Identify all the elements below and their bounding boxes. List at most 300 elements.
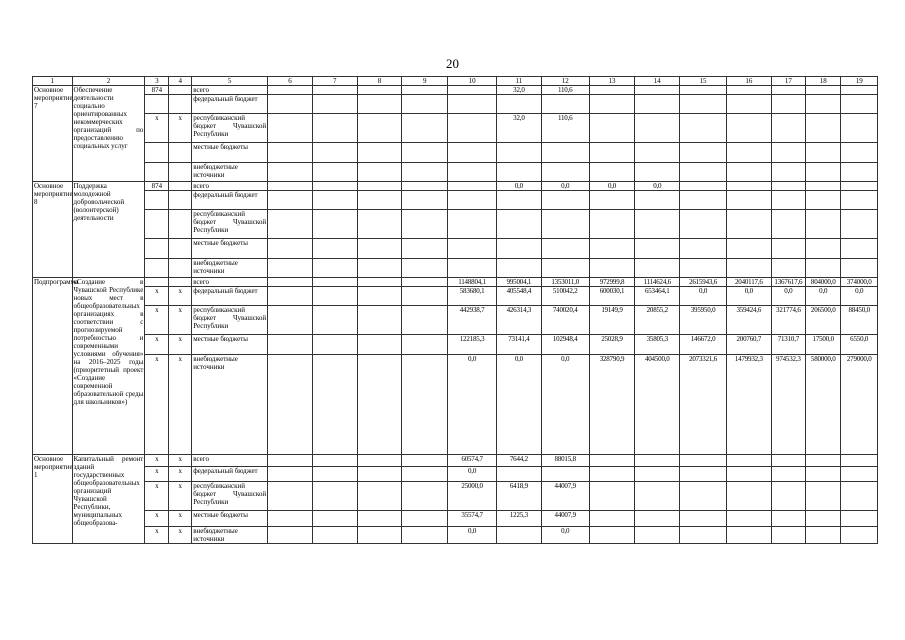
funding-source: местные бюджеты bbox=[192, 239, 268, 259]
funding-source: федеральный бюджет bbox=[192, 191, 268, 210]
value-cell-col-14: 653464,1 bbox=[635, 287, 680, 306]
value-cell-col-17 bbox=[771, 163, 805, 182]
value-cell-col-10 bbox=[448, 239, 497, 259]
col-3-cell: 874 bbox=[145, 182, 169, 191]
value-cell-col-6 bbox=[268, 355, 313, 455]
column-number-5: 5 bbox=[192, 77, 268, 86]
value-cell-col-10: 0,0 bbox=[448, 527, 497, 544]
value-cell-col-9 bbox=[402, 335, 448, 355]
value-cell-col-17 bbox=[771, 182, 805, 191]
value-cell-col-11 bbox=[497, 143, 542, 163]
col-3-cell bbox=[145, 143, 169, 163]
value-cell-col-7 bbox=[312, 239, 357, 259]
value-cell-col-13 bbox=[589, 455, 635, 467]
value-cell-col-8 bbox=[357, 335, 402, 355]
value-cell-col-15 bbox=[680, 143, 727, 163]
value-cell-col-7 bbox=[312, 163, 357, 182]
value-cell-col-8 bbox=[357, 86, 402, 95]
value-cell-col-10: 1148804,1 bbox=[448, 278, 497, 287]
col-3-cell: x bbox=[145, 287, 169, 306]
value-cell-col-7 bbox=[312, 511, 357, 527]
value-cell-col-14 bbox=[635, 259, 680, 278]
col-4-cell: x bbox=[169, 335, 192, 355]
value-cell-col-10 bbox=[448, 86, 497, 95]
value-cell-col-13 bbox=[589, 259, 635, 278]
value-cell-col-15 bbox=[680, 527, 727, 544]
value-cell-col-18 bbox=[806, 467, 841, 482]
value-cell-col-15 bbox=[680, 210, 727, 239]
value-cell-col-13: 328790,9 bbox=[589, 355, 635, 455]
value-cell-col-15: 2615943,6 bbox=[680, 278, 727, 287]
value-cell-col-8 bbox=[357, 210, 402, 239]
col-4-cell: x bbox=[169, 482, 192, 511]
value-cell-col-10 bbox=[448, 182, 497, 191]
value-cell-col-10 bbox=[448, 210, 497, 239]
value-cell-col-15 bbox=[680, 86, 727, 95]
value-cell-col-12 bbox=[541, 259, 589, 278]
value-cell-col-18 bbox=[806, 511, 841, 527]
value-cell-col-12: 44007,9 bbox=[541, 511, 589, 527]
table-row bbox=[33, 455, 878, 467]
value-cell-col-13 bbox=[589, 511, 635, 527]
funding-source: федеральный бюджет bbox=[192, 287, 268, 306]
value-cell-col-15 bbox=[680, 191, 727, 210]
value-cell-col-7 bbox=[312, 259, 357, 278]
value-cell-col-12 bbox=[541, 163, 589, 182]
value-cell-col-13 bbox=[589, 86, 635, 95]
table-row bbox=[33, 306, 878, 335]
value-cell-col-16 bbox=[726, 182, 771, 191]
value-cell-col-14 bbox=[635, 527, 680, 544]
value-cell-col-19 bbox=[841, 455, 878, 467]
value-cell-col-18: 17500,0 bbox=[806, 335, 841, 355]
value-cell-col-16 bbox=[726, 86, 771, 95]
value-cell-col-15 bbox=[680, 163, 727, 182]
value-cell-col-11 bbox=[497, 259, 542, 278]
value-cell-col-16: 2040117,6 bbox=[726, 278, 771, 287]
value-cell-col-18 bbox=[806, 527, 841, 544]
value-cell-col-19 bbox=[841, 191, 878, 210]
value-cell-col-8 bbox=[357, 306, 402, 335]
value-cell-col-19 bbox=[841, 86, 878, 95]
value-cell-col-14 bbox=[635, 143, 680, 163]
value-cell-col-6 bbox=[268, 278, 313, 287]
value-cell-col-15: 0,0 bbox=[680, 287, 727, 306]
table-row bbox=[33, 182, 878, 191]
value-cell-col-6 bbox=[268, 86, 313, 95]
value-cell-col-9 bbox=[402, 86, 448, 95]
value-cell-col-14 bbox=[635, 114, 680, 143]
value-cell-col-16 bbox=[726, 482, 771, 511]
value-cell-col-19 bbox=[841, 239, 878, 259]
funding-source: всего bbox=[192, 182, 268, 191]
budget-table bbox=[32, 76, 878, 544]
value-cell-col-17 bbox=[771, 114, 805, 143]
value-cell-col-7 bbox=[312, 95, 357, 114]
value-cell-col-17: 321774,6 bbox=[771, 306, 805, 335]
column-number-9: 9 bbox=[402, 77, 448, 86]
value-cell-col-18: 804000,0 bbox=[806, 278, 841, 287]
col-4-cell: x bbox=[169, 455, 192, 467]
value-cell-col-17 bbox=[771, 191, 805, 210]
funding-source: республиканский бюджет Чувашской Республики bbox=[192, 306, 268, 335]
value-cell-col-16 bbox=[726, 210, 771, 239]
value-cell-col-18 bbox=[806, 259, 841, 278]
value-cell-col-9 bbox=[402, 511, 448, 527]
value-cell-col-16: 1479932,3 bbox=[726, 355, 771, 455]
value-cell-col-14 bbox=[635, 86, 680, 95]
col-3-cell bbox=[145, 210, 169, 239]
value-cell-col-19 bbox=[841, 527, 878, 544]
col-4-cell bbox=[169, 86, 192, 95]
column-number-13: 13 bbox=[589, 77, 635, 86]
column-number-14: 14 bbox=[635, 77, 680, 86]
value-cell-col-14: 0,0 bbox=[635, 182, 680, 191]
value-cell-col-18 bbox=[806, 163, 841, 182]
value-cell-col-19 bbox=[841, 114, 878, 143]
table-row bbox=[33, 143, 878, 163]
value-cell-col-18 bbox=[806, 86, 841, 95]
value-cell-col-10: 25000,0 bbox=[448, 482, 497, 511]
value-cell-col-12 bbox=[541, 467, 589, 482]
column-number-3: 3 bbox=[145, 77, 169, 86]
value-cell-col-12 bbox=[541, 210, 589, 239]
value-cell-col-11: 73141,4 bbox=[497, 335, 542, 355]
funding-source: внебюджетные источники bbox=[192, 259, 268, 278]
value-cell-col-15 bbox=[680, 482, 727, 511]
value-cell-col-18 bbox=[806, 114, 841, 143]
column-number-4: 4 bbox=[169, 77, 192, 86]
value-cell-col-11 bbox=[497, 191, 542, 210]
column-number-7: 7 bbox=[312, 77, 357, 86]
value-cell-col-6 bbox=[268, 335, 313, 355]
value-cell-col-7 bbox=[312, 527, 357, 544]
value-cell-col-18 bbox=[806, 95, 841, 114]
value-cell-col-11: 426314,3 bbox=[497, 306, 542, 335]
column-number-12: 12 bbox=[541, 77, 589, 86]
value-cell-col-10: 122185,3 bbox=[448, 335, 497, 355]
value-cell-col-7 bbox=[312, 143, 357, 163]
table-row bbox=[33, 355, 878, 455]
value-cell-col-12 bbox=[541, 143, 589, 163]
funding-source: внебюджетные источники bbox=[192, 163, 268, 182]
value-cell-col-6 bbox=[268, 163, 313, 182]
value-cell-col-8 bbox=[357, 511, 402, 527]
table-row bbox=[33, 114, 878, 143]
col-4-cell: x bbox=[169, 467, 192, 482]
value-cell-col-7 bbox=[312, 306, 357, 335]
col-3-cell: x bbox=[145, 482, 169, 511]
value-cell-col-14 bbox=[635, 455, 680, 467]
value-cell-col-11 bbox=[497, 163, 542, 182]
value-cell-col-8 bbox=[357, 527, 402, 544]
value-cell-col-14: 20855,2 bbox=[635, 306, 680, 335]
col-3-cell: x bbox=[145, 455, 169, 467]
value-cell-col-9 bbox=[402, 239, 448, 259]
value-cell-col-9 bbox=[402, 278, 448, 287]
value-cell-col-14 bbox=[635, 511, 680, 527]
value-cell-col-9 bbox=[402, 182, 448, 191]
value-cell-col-18 bbox=[806, 210, 841, 239]
value-cell-col-14 bbox=[635, 210, 680, 239]
funding-source: внебюджетные источники bbox=[192, 355, 268, 455]
value-cell-col-8 bbox=[357, 455, 402, 467]
value-cell-col-7 bbox=[312, 335, 357, 355]
value-cell-col-15 bbox=[680, 467, 727, 482]
column-number-18: 18 bbox=[806, 77, 841, 86]
value-cell-col-7 bbox=[312, 191, 357, 210]
value-cell-col-8 bbox=[357, 182, 402, 191]
col-4-cell: x bbox=[169, 287, 192, 306]
value-cell-col-17 bbox=[771, 482, 805, 511]
value-cell-col-14: 1114624,6 bbox=[635, 278, 680, 287]
value-cell-col-7 bbox=[312, 210, 357, 239]
value-cell-col-19: 88450,0 bbox=[841, 306, 878, 335]
col-4-cell: x bbox=[169, 511, 192, 527]
value-cell-col-10: 0,0 bbox=[448, 355, 497, 455]
table-row bbox=[33, 163, 878, 182]
value-cell-col-10 bbox=[448, 163, 497, 182]
value-cell-col-19 bbox=[841, 163, 878, 182]
value-cell-col-11 bbox=[497, 95, 542, 114]
col-4-cell: x bbox=[169, 527, 192, 544]
value-cell-col-15: 146672,0 bbox=[680, 335, 727, 355]
value-cell-col-8 bbox=[357, 467, 402, 482]
value-cell-col-9 bbox=[402, 163, 448, 182]
value-cell-col-16 bbox=[726, 114, 771, 143]
value-cell-col-7 bbox=[312, 455, 357, 467]
value-cell-col-17 bbox=[771, 467, 805, 482]
value-cell-col-6 bbox=[268, 306, 313, 335]
value-cell-col-15 bbox=[680, 511, 727, 527]
value-cell-col-13 bbox=[589, 210, 635, 239]
value-cell-col-12: 102948,4 bbox=[541, 335, 589, 355]
value-cell-col-19 bbox=[841, 467, 878, 482]
value-cell-col-17 bbox=[771, 239, 805, 259]
value-cell-col-10: 35574,7 bbox=[448, 511, 497, 527]
value-cell-col-12: 110,6 bbox=[541, 114, 589, 143]
value-cell-col-13: 600030,1 bbox=[589, 287, 635, 306]
value-cell-col-8 bbox=[357, 287, 402, 306]
value-cell-col-19: 0,0 bbox=[841, 287, 878, 306]
value-cell-col-16: 0,0 bbox=[726, 287, 771, 306]
value-cell-col-12: 740020,4 bbox=[541, 306, 589, 335]
col-4-cell bbox=[169, 278, 192, 287]
value-cell-col-7 bbox=[312, 86, 357, 95]
value-cell-col-14 bbox=[635, 191, 680, 210]
col-3-cell: x bbox=[145, 306, 169, 335]
section-name: Основное мероприятие 7 bbox=[33, 86, 73, 182]
value-cell-col-6 bbox=[268, 239, 313, 259]
value-cell-col-6 bbox=[268, 467, 313, 482]
header-row bbox=[33, 77, 878, 86]
value-cell-col-9 bbox=[402, 467, 448, 482]
value-cell-col-14 bbox=[635, 239, 680, 259]
value-cell-col-17 bbox=[771, 143, 805, 163]
col-4-cell bbox=[169, 143, 192, 163]
table-row bbox=[33, 278, 878, 287]
value-cell-col-19 bbox=[841, 182, 878, 191]
col-3-cell: x bbox=[145, 114, 169, 143]
col-4-cell: x bbox=[169, 355, 192, 455]
value-cell-col-14: 404500,0 bbox=[635, 355, 680, 455]
funding-source: федеральный бюджет bbox=[192, 467, 268, 482]
value-cell-col-12 bbox=[541, 239, 589, 259]
table-row bbox=[33, 86, 878, 95]
value-cell-col-16 bbox=[726, 527, 771, 544]
value-cell-col-6 bbox=[268, 143, 313, 163]
funding-source: всего bbox=[192, 86, 268, 95]
value-cell-col-15: 395950,0 bbox=[680, 306, 727, 335]
funding-source: внебюджетные источники bbox=[192, 527, 268, 544]
page-number: 20 bbox=[446, 56, 459, 71]
value-cell-col-11: 0,0 bbox=[497, 182, 542, 191]
value-cell-col-14 bbox=[635, 163, 680, 182]
value-cell-col-18 bbox=[806, 239, 841, 259]
value-cell-col-6 bbox=[268, 182, 313, 191]
value-cell-col-16 bbox=[726, 455, 771, 467]
value-cell-col-15 bbox=[680, 182, 727, 191]
value-cell-col-9 bbox=[402, 527, 448, 544]
value-cell-col-15 bbox=[680, 114, 727, 143]
table-row bbox=[33, 511, 878, 527]
value-cell-col-12: 510042,2 bbox=[541, 287, 589, 306]
column-number-2: 2 bbox=[72, 77, 145, 86]
value-cell-col-13 bbox=[589, 95, 635, 114]
value-cell-col-14: 35805,3 bbox=[635, 335, 680, 355]
funding-source: местные бюджеты bbox=[192, 511, 268, 527]
value-cell-col-10 bbox=[448, 259, 497, 278]
value-cell-col-18: 206500,0 bbox=[806, 306, 841, 335]
value-cell-col-6 bbox=[268, 259, 313, 278]
column-number-19: 19 bbox=[841, 77, 878, 86]
column-number-16: 16 bbox=[726, 77, 771, 86]
funding-source: федеральный бюджет bbox=[192, 95, 268, 114]
column-number-1: 1 bbox=[33, 77, 73, 86]
value-cell-col-17: 71310,7 bbox=[771, 335, 805, 355]
col-4-cell: x bbox=[169, 114, 192, 143]
value-cell-col-16 bbox=[726, 259, 771, 278]
value-cell-col-9 bbox=[402, 482, 448, 511]
value-cell-col-16 bbox=[726, 191, 771, 210]
funding-source: всего bbox=[192, 455, 268, 467]
value-cell-col-6 bbox=[268, 511, 313, 527]
value-cell-col-11 bbox=[497, 210, 542, 239]
value-cell-col-8 bbox=[357, 143, 402, 163]
value-cell-col-17 bbox=[771, 455, 805, 467]
value-cell-col-16 bbox=[726, 95, 771, 114]
value-cell-col-16 bbox=[726, 467, 771, 482]
value-cell-col-13 bbox=[589, 191, 635, 210]
value-cell-col-13: 25028,9 bbox=[589, 335, 635, 355]
column-number-8: 8 bbox=[357, 77, 402, 86]
value-cell-col-7 bbox=[312, 182, 357, 191]
value-cell-col-18 bbox=[806, 191, 841, 210]
section-description: «Создание в Чувашской Республике новых мест в общеобразовательных организациях в соответствии с прогнозируемой потребностью и современными условиями обучения» на 2016–2025 годы (приоритетный проект «Создание современной образовательной среды для школьников») bbox=[72, 278, 145, 455]
value-cell-col-16: 200760,7 bbox=[726, 335, 771, 355]
value-cell-col-19: 6550,0 bbox=[841, 335, 878, 355]
value-cell-col-9 bbox=[402, 306, 448, 335]
table-row bbox=[33, 239, 878, 259]
value-cell-col-17: 974532,3 bbox=[771, 355, 805, 455]
value-cell-col-14 bbox=[635, 467, 680, 482]
value-cell-col-19 bbox=[841, 210, 878, 239]
value-cell-col-19: 279000,0 bbox=[841, 355, 878, 455]
table-row bbox=[33, 527, 878, 544]
value-cell-col-16: 359424,6 bbox=[726, 306, 771, 335]
value-cell-col-11: 6418,9 bbox=[497, 482, 542, 511]
value-cell-col-11: 7644,2 bbox=[497, 455, 542, 467]
value-cell-col-15 bbox=[680, 259, 727, 278]
section-name: Подпрограмма bbox=[33, 278, 73, 455]
value-cell-col-7 bbox=[312, 114, 357, 143]
funding-source: республиканский бюджет Чувашской Республики bbox=[192, 114, 268, 143]
col-3-cell: x bbox=[145, 335, 169, 355]
value-cell-col-6 bbox=[268, 95, 313, 114]
table-row bbox=[33, 210, 878, 239]
col-3-cell: x bbox=[145, 467, 169, 482]
col-4-cell bbox=[169, 182, 192, 191]
value-cell-col-19 bbox=[841, 482, 878, 511]
value-cell-col-6 bbox=[268, 482, 313, 511]
value-cell-col-10: 442938,7 bbox=[448, 306, 497, 335]
table-row bbox=[33, 287, 878, 306]
value-cell-col-19 bbox=[841, 511, 878, 527]
value-cell-col-13 bbox=[589, 114, 635, 143]
value-cell-col-18 bbox=[806, 482, 841, 511]
value-cell-col-6 bbox=[268, 114, 313, 143]
funding-source: республиканский бюджет Чувашской Республики bbox=[192, 482, 268, 511]
col-4-cell bbox=[169, 95, 192, 114]
col-3-cell: x bbox=[145, 511, 169, 527]
value-cell-col-9 bbox=[402, 191, 448, 210]
value-cell-col-12 bbox=[541, 191, 589, 210]
value-cell-col-9 bbox=[402, 455, 448, 467]
table-row bbox=[33, 95, 878, 114]
value-cell-col-12: 1353011,0 bbox=[541, 278, 589, 287]
value-cell-col-13 bbox=[589, 482, 635, 511]
value-cell-col-13: 972999,8 bbox=[589, 278, 635, 287]
column-number-17: 17 bbox=[771, 77, 805, 86]
value-cell-col-13 bbox=[589, 239, 635, 259]
value-cell-col-9 bbox=[402, 355, 448, 455]
value-cell-col-11: 1225,3 bbox=[497, 511, 542, 527]
value-cell-col-7 bbox=[312, 467, 357, 482]
value-cell-col-10 bbox=[448, 95, 497, 114]
value-cell-col-11: 0,0 bbox=[497, 355, 542, 455]
value-cell-col-19: 374000,0 bbox=[841, 278, 878, 287]
col-4-cell bbox=[169, 259, 192, 278]
funding-source: местные бюджеты bbox=[192, 335, 268, 355]
value-cell-col-15: 2073321,6 bbox=[680, 355, 727, 455]
section-description: Капитальный ремонт зданий государственных общеобразовательных организаций Чувашской Республики, муниципальных общеобразова- bbox=[72, 455, 145, 544]
section-name: Основное мероприятие 8 bbox=[33, 182, 73, 278]
value-cell-col-13 bbox=[589, 143, 635, 163]
value-cell-col-18 bbox=[806, 455, 841, 467]
value-cell-col-11: 32,0 bbox=[497, 86, 542, 95]
value-cell-col-12: 44007,9 bbox=[541, 482, 589, 511]
value-cell-col-8 bbox=[357, 482, 402, 511]
value-cell-col-17 bbox=[771, 86, 805, 95]
value-cell-col-12: 0,0 bbox=[541, 355, 589, 455]
value-cell-col-9 bbox=[402, 210, 448, 239]
col-3-cell: x bbox=[145, 355, 169, 455]
column-number-10: 10 bbox=[448, 77, 497, 86]
value-cell-col-8 bbox=[357, 278, 402, 287]
value-cell-col-16 bbox=[726, 163, 771, 182]
value-cell-col-16 bbox=[726, 511, 771, 527]
value-cell-col-13 bbox=[589, 163, 635, 182]
